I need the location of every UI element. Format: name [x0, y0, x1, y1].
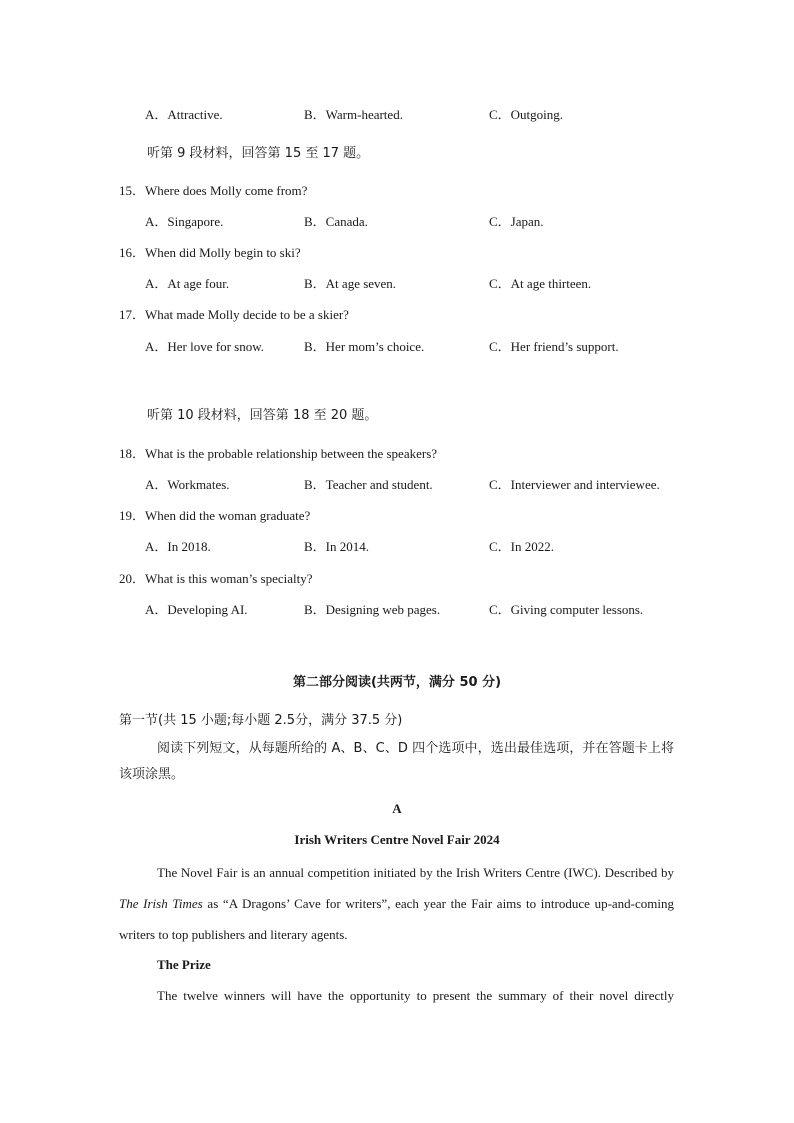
q15-option-b: B．Canada.	[304, 214, 368, 229]
q16-option-b: B．At age seven.	[304, 276, 397, 291]
q19-stem: 19．When did the woman graduate?	[119, 508, 311, 523]
q20-option-b: B．Designing web pages.	[304, 602, 441, 617]
section10-instruction: 听第 10 段材料，回答第 18 至 20 题。	[147, 408, 378, 423]
q18-option-a: A．Workmates.	[145, 477, 230, 492]
reading-instructions: 阅读下列短文，从每题所给的 A、B、C、D 四个选项中，选出最佳选项，并在答题卡上将该项涂黑。	[119, 741, 674, 782]
q17-option-a: A．Her love for snow.	[145, 339, 265, 354]
q19-option-b: B．In 2014.	[304, 539, 370, 554]
q19-option-a: A．In 2018.	[145, 539, 211, 554]
q18-option-b: B．Teacher and student.	[304, 477, 433, 492]
q20-option-a: A．Developing AI.	[145, 602, 248, 617]
section9-instruction: 听第 9 段材料，回答第 15 至 17 题。	[147, 146, 370, 161]
paragraph-1-text-a: The Novel Fair is an annual competition initiated by the Irish Writers Centre (IWC). Described by	[157, 865, 674, 880]
section1-header: 第一节(共 15 小题;每小题 2.5分，满分 37.5 分)	[119, 713, 403, 728]
q17-option-c: C．Her friend’s support.	[489, 339, 619, 354]
q17-stem: 17．What made Molly decide to be a skier?	[119, 307, 349, 322]
q16-option-c: C．At age thirteen.	[489, 276, 592, 291]
q16-stem: 16．When did Molly begin to ski?	[119, 245, 301, 260]
q15-option-c: C．Japan.	[489, 214, 544, 229]
paragraph-1-text-b: as “A Dragons’ Cave for writers”, each year the Fair aims to introduce up-and-coming writers to top publishers and literary agents.	[119, 896, 674, 942]
q14-option-a: A．Attractive.	[145, 107, 223, 122]
q16-option-a: A．At age four.	[145, 276, 230, 291]
q18-option-c: C．Interviewer and interviewee.	[489, 477, 660, 492]
q20-stem: 20．What is this woman’s specialty?	[119, 571, 313, 586]
q20-option-c: C．Giving computer lessons.	[489, 602, 644, 617]
passage-paragraph-1	[119, 857, 674, 950]
q19-option-c: C．In 2022.	[489, 539, 555, 554]
q18-stem: 18．What is the probable relationship between the speakers?	[119, 446, 438, 461]
prize-subheading: The Prize	[157, 957, 211, 972]
q15-stem: 15．Where does Molly come from?	[119, 183, 308, 198]
passage-title: Irish Writers Centre Novel Fair 2024	[294, 832, 500, 847]
q15-option-a: A．Singapore.	[145, 214, 224, 229]
newspaper-title: The Irish Times	[119, 896, 203, 911]
passage-paragraph-2: The twelve winners will have the opportunity to present the summary of their novel directly	[157, 988, 674, 1003]
q14-option-b: B．Warm-hearted.	[304, 107, 403, 122]
q17-option-b: B．Her mom’s choice.	[304, 339, 425, 354]
q14-option-c: C．Outgoing.	[489, 107, 564, 122]
passage-letter: A	[392, 801, 402, 816]
part2-title: 第二部分阅读(共两节，满分 50 分)	[292, 675, 502, 690]
